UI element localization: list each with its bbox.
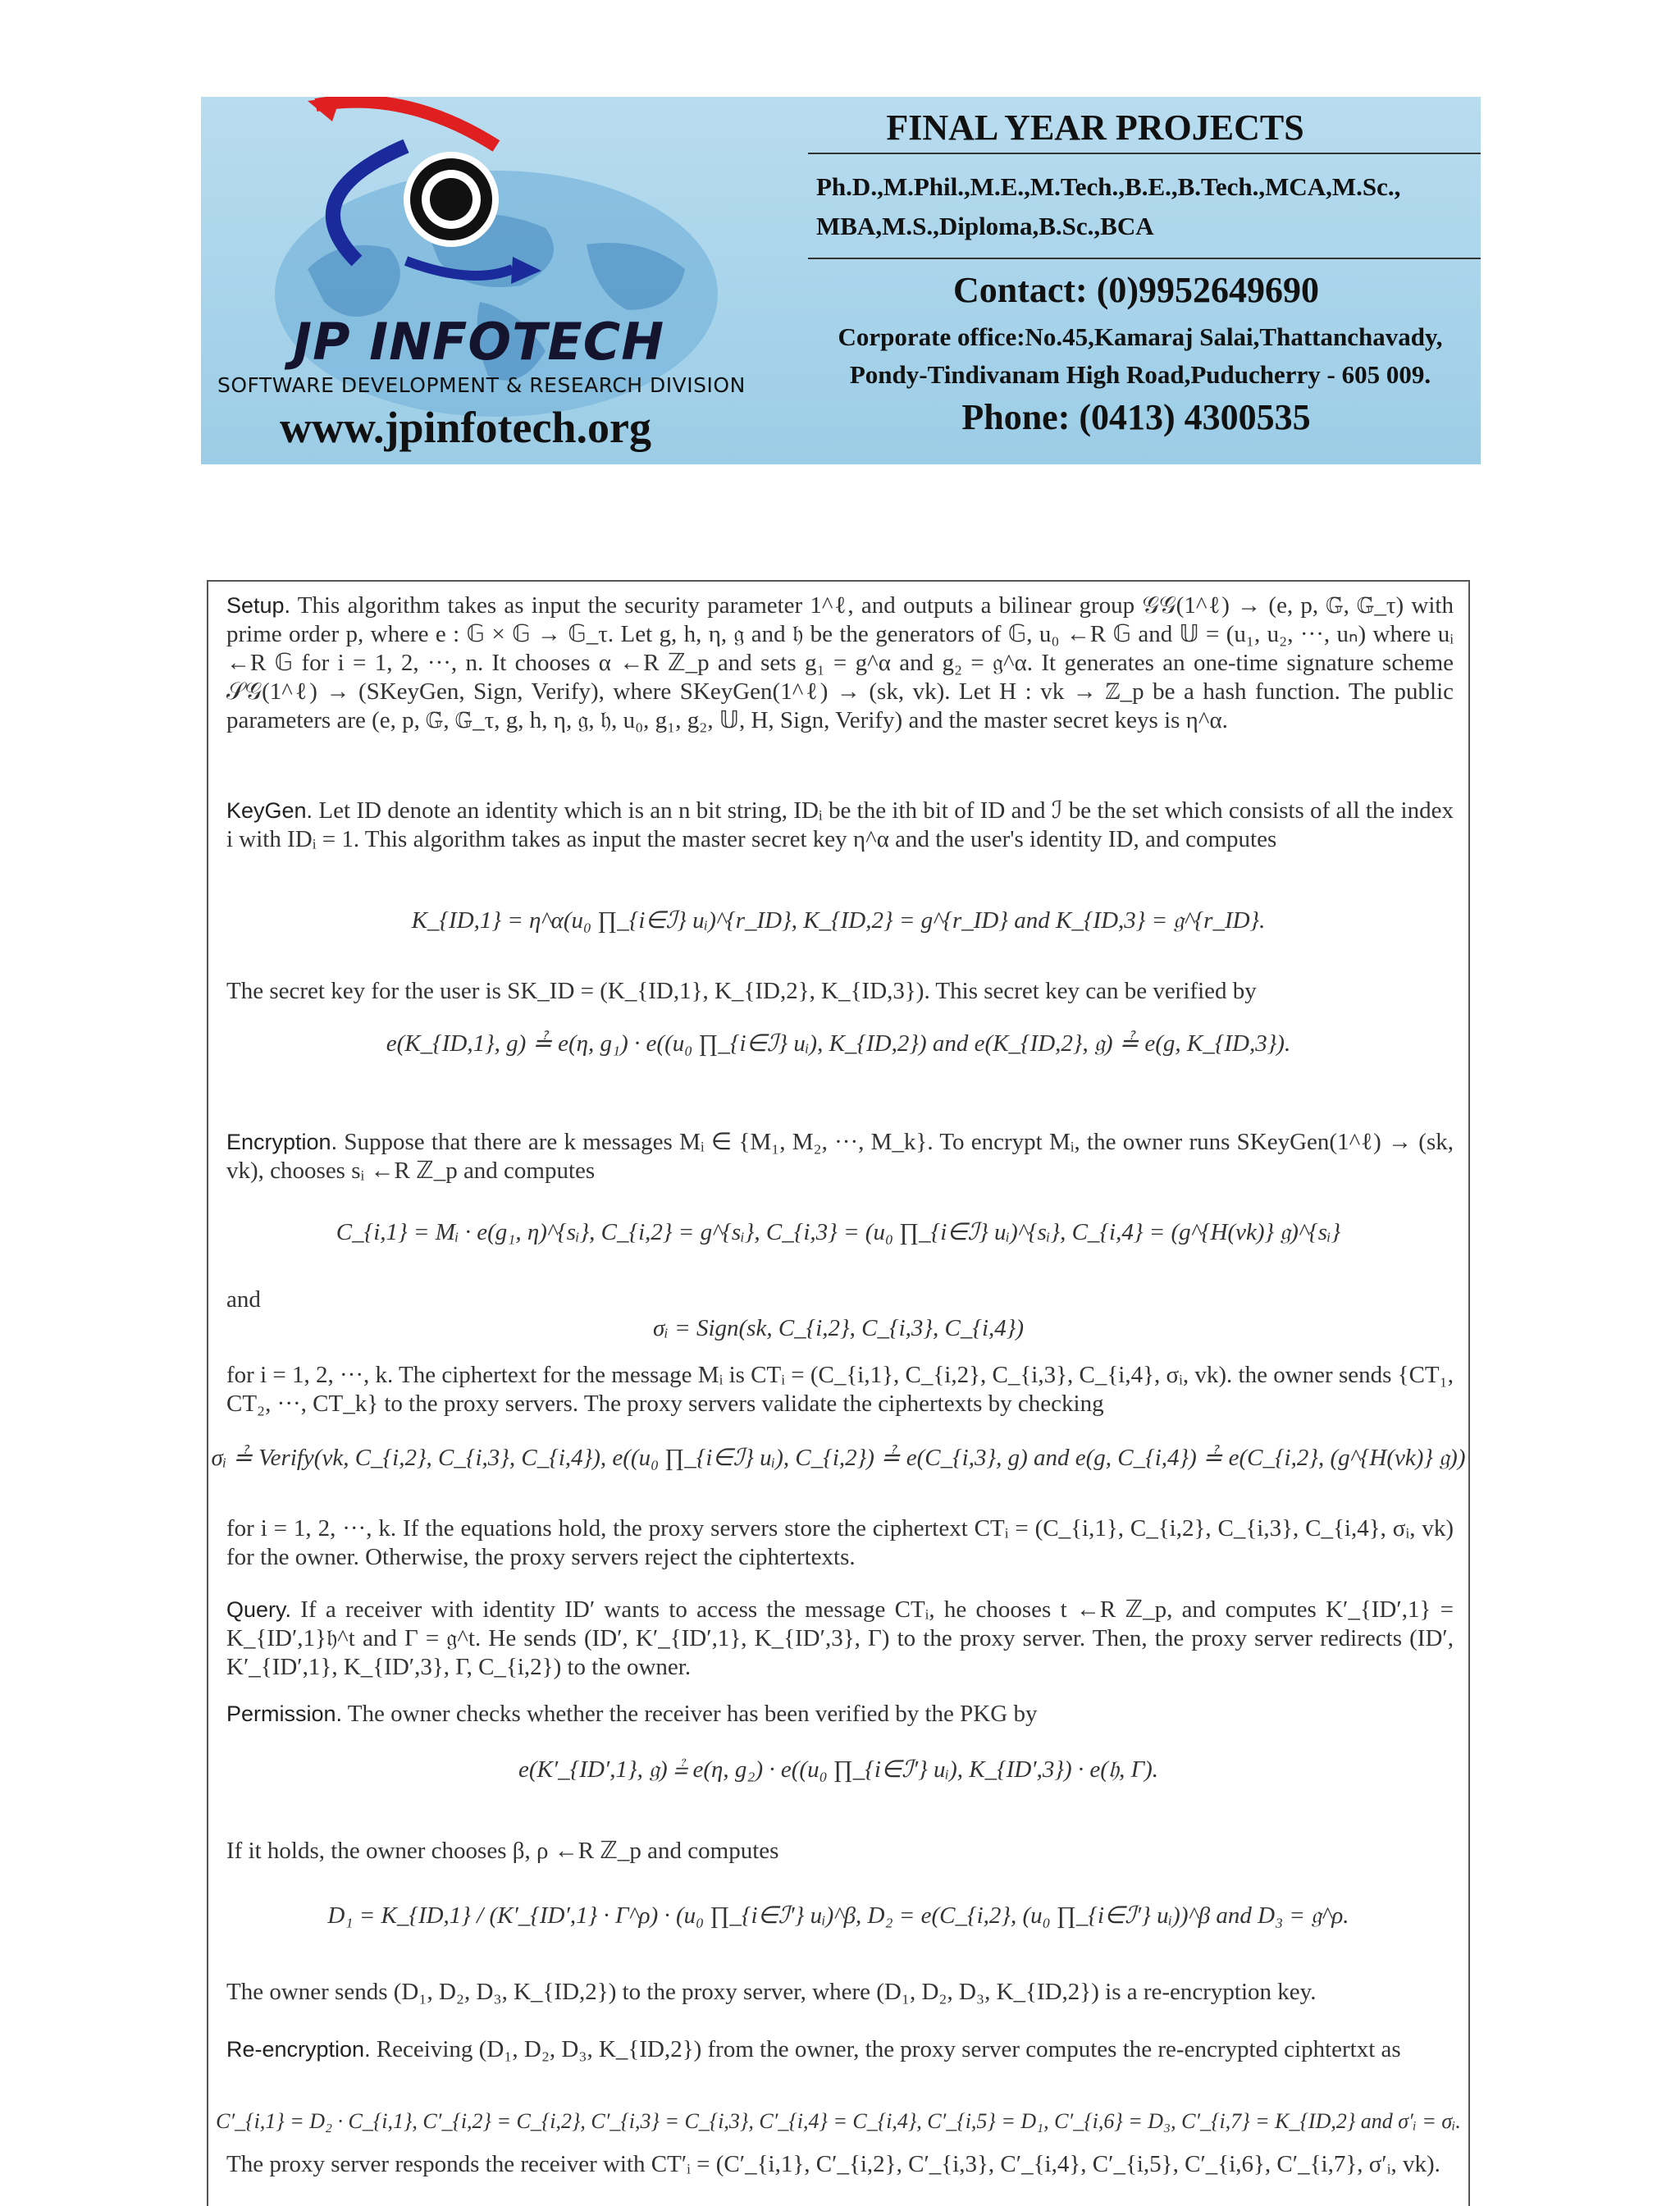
banner-title: FINAL YEAR PROJECTS	[886, 107, 1304, 148]
paragraph-text: The secret key for the user is SK_ID = (K_{ID,1}, K_{ID,2}, K_{ID,3}). This secret key can be verified by	[226, 978, 1257, 1004]
paragraph-text: and	[226, 1286, 261, 1313]
section-keyword: Encryption.	[226, 1130, 338, 1154]
eye-logo-icon	[308, 97, 554, 302]
algorithm-box	[207, 580, 1470, 2206]
degree-line: Ph.D.,M.Phil.,M.E.,M.Tech.,B.E.,B.Tech.,MCA,M.Sc.,	[816, 172, 1401, 201]
encryption-paragraph	[226, 1128, 1454, 1185]
permission-paragraph	[226, 1700, 1454, 1729]
keygen-paragraph	[226, 797, 1454, 854]
degree-list	[816, 167, 1472, 246]
degree-line: MBA,M.S.,Diploma,B.Sc.,BCA	[816, 212, 1154, 240]
paragraph-text: Suppose that there are k messages Mᵢ ∈ {M₁, M₂, ···, M_k}. To encrypt Mᵢ, the owner runs SKeyGen(1^ℓ) → (sk, vk), chooses sᵢ ←R ℤ_p and computes	[226, 1129, 1454, 1184]
equation: σᵢ = Sign(sk, C_{i,2}, C_{i,3}, C_{i,4})	[652, 1315, 1025, 1341]
equation: K_{ID,1} = η^α(u₀ ∏_{i∈ℐ} uᵢ)^{r_ID}, K_{ID,2} = g^{r_ID} and K_{ID,3} = 𝔤^{r_ID}.	[411, 907, 1266, 934]
paragraph-text: The owner checks whether the receiver has been verified by the PKG by	[347, 1701, 1038, 1727]
paragraph-text: for i = 1, 2, ···, k. If the equations hold, the proxy servers store the ciphertext CTᵢ = (C_{i,1}, C_{i,2}, C_{i,3}, C_{i,4}, σᵢ, vk) for the owner. Otherwise, the proxy servers reject the ciphtertexts.	[226, 1515, 1454, 1570]
section-keyword: Query.	[226, 1597, 292, 1622]
section-keyword: Setup.	[226, 593, 291, 618]
equation: σᵢ ≟ Verify(vk, C_{i,2}, C_{i,3}, C_{i,4}), e((u₀ ∏_{i∈ℐ} uᵢ), C_{i,2}) ≟ e(C_{i,3}, g) and e(g, C_{i,4}) ≟ e(C_{i,2}, (g^{H(vk)} 𝔤))	[211, 1445, 1466, 1471]
website-link[interactable]: www.jpinfotech.org	[280, 403, 651, 452]
company-logo-text: JP INFOTECH	[293, 312, 665, 372]
section-keyword: Permission.	[226, 1701, 343, 1726]
address-line: Pondy-Tindivanam High Road,Puducherry - 605 009.	[849, 360, 1431, 389]
section-keyword: KeyGen.	[226, 798, 313, 823]
equation: C′_{i,1} = D₂ · C_{i,1}, C′_{i,2} = C_{i,2}, C′_{i,3} = C_{i,3}, C′_{i,4} = C_{i,4}, C′_{i,5} = D₁, C′_{i,6} = D₃, C′_{i,7} = K_{ID,2} and σ′ᵢ = σᵢ.	[216, 2109, 1461, 2133]
company-tagline: SOFTWARE DEVELOPMENT & RESEARCH DIVISION	[217, 373, 746, 397]
equation: D₁ = K_{ID,1} / (K′_{ID′,1} · Γ^ρ) · (u₀ ∏_{i∈ℐ′} uᵢ)^β, D₂ = e(C_{i,2}, (u₀ ∏_{i∈ℐ′} uᵢ))^β and D₃ = 𝔤^ρ.	[327, 1902, 1349, 1929]
setup-paragraph	[226, 591, 1454, 735]
equation: e(K′_{ID′,1}, 𝔤) ≟ e(η, g₂) · e((u₀ ∏_{i∈ℐ′} uᵢ), K_{ID′,3}) · e(𝔥, Γ).	[518, 1756, 1159, 1783]
office-address	[804, 318, 1477, 394]
divider	[808, 258, 1481, 259]
query-paragraph	[226, 1596, 1454, 1682]
equation: C_{i,1} = Mᵢ · e(g₁, η)^{sᵢ}, C_{i,2} = g^{sᵢ}, C_{i,3} = (u₀ ∏_{i∈ℐ} uᵢ)^{sᵢ}, C_{i,4} = (g^{H(vk)} 𝔤)^{sᵢ}	[336, 1219, 1341, 1245]
paragraph-text: Receiving (D₁, D₂, D₃, K_{ID,2}) from the owner, the proxy server computes the re-encrypted ciphtertxt as	[376, 2036, 1401, 2062]
paragraph-text: Let ID denote an identity which is an n bit string, IDᵢ be the ith bit of ID and ℐ be the set which consists of all the index i with IDᵢ = 1. This algorithm takes as input the master secret key η^α and the user's identity ID, and computes	[226, 797, 1454, 852]
reencryption-paragraph	[226, 2035, 1454, 2064]
paragraph-text: If a receiver with identity ID′ wants to access the message CTᵢ, he chooses t ←R ℤ_p, and computes K′_{ID′,1} = K_{ID′,1}𝔥^t and Γ = 𝔤^t. He sends (ID′, K′_{ID′,1}, K_{ID′,3}, Γ) to the proxy server. Then, the proxy server redirects (ID′, K′_{ID′,1}, K_{ID′,3}, Γ, C_{i,2}) to the owner.	[226, 1596, 1454, 1680]
paragraph-text: The proxy server responds the receiver with CT′ᵢ = (C′_{i,1}, C′_{i,2}, C′_{i,3}, C′_{i,4}, C′_{i,5}, C′_{i,6}, C′_{i,7}, σ′ᵢ, vk).	[226, 2151, 1440, 2177]
paragraph-text: This algorithm takes as input the security parameter 1^ℓ, and outputs a bilinear group 𝒢𝒢(1^ℓ) → (e, p, 𝔾, 𝔾_τ) with prime order p, where e : 𝔾 × 𝔾 → 𝔾_τ. Let g, h, η, 𝔤 and 𝔥 be the generators of 𝔾, u₀ ←R 𝔾 and 𝕌 = (u₁, u₂, ···, uₙ) where uᵢ ←R 𝔾 for i = 1, 2, ···, n. It chooses α ←R ℤ_p and sets g₁ = g^α and g₂ = 𝔤^α. It generates an one-time signature scheme 𝒮𝒢(1^ℓ) → (SKeyGen, Sign, Verify), where SKeyGen(1^ℓ) → (sk, vk). Let H : vk → ℤ_p be a hash function. The public parameters are (e, p, 𝔾, 𝔾_τ, g, h, η, 𝔤, 𝔥, u₀, g₁, g₂, 𝕌, H, Sign, Verify) and the master secret keys is η^α.	[226, 592, 1454, 733]
header-banner	[201, 97, 1481, 464]
divider	[808, 153, 1481, 154]
address-line: Corporate office:No.45,Kamaraj Salai,Thattanchavady,	[838, 322, 1443, 351]
equation: e(K_{ID,1}, g) ≟ e(η, g₁) · e((u₀ ∏_{i∈ℐ} uᵢ), K_{ID,2}) and e(K_{ID,2}, 𝔤) ≟ e(g, K_{ID,3}).	[386, 1030, 1291, 1057]
section-keyword: Re-encryption.	[226, 2037, 371, 2062]
contact-number: Contact: (0)9952649690	[952, 270, 1320, 310]
phone-number: Phone: (0413) 4300535	[961, 397, 1311, 437]
paragraph-text: The owner sends (D₁, D₂, D₃, K_{ID,2}) to the proxy server, where (D₁, D₂, D₃, K_{ID,2}) is a re-encryption key.	[226, 1979, 1317, 2005]
paragraph-text: If it holds, the owner chooses β, ρ ←R ℤ_p and computes	[226, 1838, 779, 1864]
paragraph-text: for i = 1, 2, ···, k. The ciphertext for the message Mᵢ is CTᵢ = (C_{i,1}, C_{i,2}, C_{i,3}, C_{i,4}, σᵢ, vk). the owner sends {CT₁, CT₂, ···, CT_k} to the proxy servers. The proxy servers validate the ciphertexts by checking	[226, 1362, 1454, 1417]
